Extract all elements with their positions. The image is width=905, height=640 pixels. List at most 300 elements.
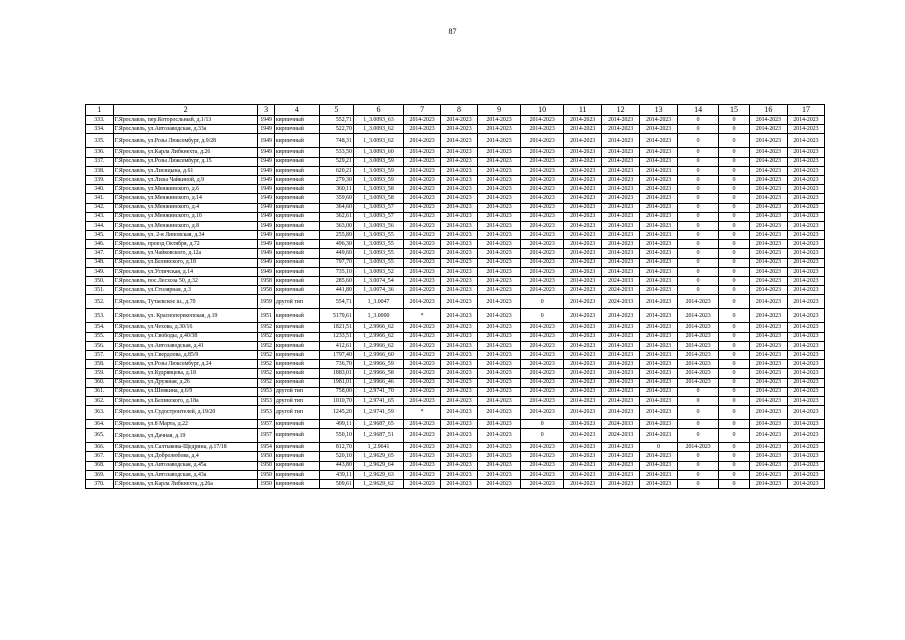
table-cell: 0 [640, 443, 678, 452]
table-cell: 2014-2023 [404, 341, 441, 350]
table-row [86, 185, 825, 194]
table-cell: кирпичный [274, 420, 319, 429]
table-cell: Г.Ярославль, ул.Чехова, д.30/16 [113, 323, 258, 332]
table-cell: 2014-2023 [404, 429, 441, 443]
table-cell: 2014-2023 [602, 387, 640, 396]
table-cell: 2014-2023 [787, 116, 824, 125]
column-header: 17 [787, 105, 824, 116]
table-cell: 357. [86, 350, 114, 359]
table-cell: кирпичный [274, 231, 319, 240]
table-cell: 354. [86, 323, 114, 332]
table-cell: 0 [719, 267, 750, 276]
table-cell: 2014-2023 [441, 461, 478, 470]
table-cell: 2014-2023 [404, 240, 441, 249]
table-cell: 2014-2023 [478, 360, 521, 369]
table-cell: кирпичный [274, 203, 319, 212]
table-cell: 2014-2023 [787, 221, 824, 230]
table-cell: 370. [86, 480, 114, 489]
table-cell: 2024-2033 [602, 277, 640, 286]
table-cell: 1_3.0093_63 [353, 116, 403, 125]
table-cell: 1952 [258, 360, 274, 369]
table-cell: 2014-2023 [640, 134, 678, 148]
table-cell: 2014-2023 [602, 378, 640, 387]
table-cell: 2014-2023 [478, 166, 521, 175]
table-cell: 2014-2023 [564, 309, 602, 323]
table-cell: 2014-2023 [640, 341, 678, 350]
table-cell: 353. [86, 309, 114, 323]
table-cell: 0 [719, 420, 750, 429]
table-cell: 2014-2023 [404, 267, 441, 276]
table-cell: 2014-2023 [787, 406, 824, 420]
table-cell: 5179,61 [320, 309, 354, 323]
table-cell: 2014-2023 [404, 116, 441, 125]
table-cell: 2014-2023 [787, 185, 824, 194]
table-cell: Г.Ярославль, ул.Чайковского, д.12а [113, 249, 258, 258]
table-cell: 2014-2023 [749, 277, 787, 286]
table-cell: 2014-2023 [441, 221, 478, 230]
table-cell: другой тип [274, 396, 319, 405]
table-cell: 2014-2023 [521, 134, 564, 148]
table-cell: 2014-2023 [521, 387, 564, 396]
table-cell: кирпичный [274, 194, 319, 203]
table-cell: 735,10 [320, 267, 354, 276]
table-cell: 0 [719, 125, 750, 134]
table-cell: кирпичный [274, 277, 319, 286]
table-cell: 1952 [258, 341, 274, 350]
table-cell: кирпичный [274, 452, 319, 461]
table-cell: 2014-2023 [564, 406, 602, 420]
table-cell: 1_3.0093_59 [353, 166, 403, 175]
table-cell: 0 [719, 387, 750, 396]
table-cell: 1958 [258, 277, 274, 286]
table-cell: Г.Ярославль, пос.Лесхоза 50, д.32 [113, 277, 258, 286]
table-cell: 2014-2023 [749, 240, 787, 249]
table-cell: 0 [678, 286, 719, 295]
table-cell: 1949 [258, 166, 274, 175]
table-cell: 2014-2023 [521, 175, 564, 184]
table-cell: 2014-2023 [441, 378, 478, 387]
column-header: 11 [564, 105, 602, 116]
table-cell: 2014-2023 [441, 420, 478, 429]
table-cell: 2014-2023 [521, 443, 564, 452]
column-header: 16 [749, 105, 787, 116]
table-cell: 2014-2023 [640, 157, 678, 166]
table-cell: 1_2.9629_65 [353, 452, 403, 461]
table-cell: 2014-2023 [404, 378, 441, 387]
table-cell: 2014-2023 [441, 406, 478, 420]
table-cell: 0 [678, 470, 719, 479]
table-row [86, 406, 825, 420]
table-cell: Г.Ярославль, ул.Добролюбова, д.4 [113, 452, 258, 461]
table-cell: 2014-2023 [404, 125, 441, 134]
table-cell: 2014-2023 [521, 461, 564, 470]
table-cell: кирпичный [274, 212, 319, 221]
table-cell: 2014-2023 [787, 461, 824, 470]
table-cell: 1_2.9966_62 [353, 332, 403, 341]
table-cell: 1952 [258, 323, 274, 332]
table-cell: кирпичный [274, 443, 319, 452]
table-cell: 2014-2023 [640, 461, 678, 470]
table-cell: 2014-2023 [602, 470, 640, 479]
table-row [86, 295, 825, 309]
table-row [86, 157, 825, 166]
table-cell: 758,00 [320, 387, 354, 396]
table-cell: 360,11 [320, 185, 354, 194]
table-cell: 2014-2023 [404, 258, 441, 267]
table-cell: 1_3.0093_55 [353, 258, 403, 267]
table-cell: 439,11 [320, 470, 354, 479]
table-cell: 2014-2023 [564, 350, 602, 359]
table-cell: 1233,51 [320, 332, 354, 341]
table-cell: 2014-2023 [787, 258, 824, 267]
table-cell: Г.Ярославль, ул.Карла Либкнехта, д.26а [113, 480, 258, 489]
table-cell: 2014-2023 [787, 203, 824, 212]
table-cell: 2014-2023 [564, 443, 602, 452]
table-cell: кирпичный [274, 360, 319, 369]
table-cell: 2014-2023 [749, 360, 787, 369]
table-cell: 2014-2023 [521, 406, 564, 420]
table-cell: 2014-2023 [478, 148, 521, 157]
table-cell: 356. [86, 341, 114, 350]
table-cell: кирпичный [274, 332, 319, 341]
table-cell: 2014-2023 [787, 267, 824, 276]
table-cell: Г.Ярославль, ул.Угличская, д.14 [113, 267, 258, 276]
table-cell: 1953 [258, 406, 274, 420]
table-cell: 1_3.0000 [353, 309, 403, 323]
table-cell: 336. [86, 148, 114, 157]
table-cell: 2014-2023 [478, 420, 521, 429]
table-cell: 2014-2023 [749, 323, 787, 332]
table-cell: 2014-2023 [521, 378, 564, 387]
table-cell: 2014-2023 [787, 125, 824, 134]
table-cell: 2014-2023 [640, 309, 678, 323]
table-cell: 2014-2023 [441, 258, 478, 267]
table-cell: 1_3.0093_60 [353, 148, 403, 157]
table-cell: 0 [719, 461, 750, 470]
table-cell: 1_3.0047 [353, 295, 403, 309]
column-header: 13 [640, 105, 678, 116]
table-cell: 345. [86, 231, 114, 240]
table-cell: 0 [678, 166, 719, 175]
table-cell: 2014-2023 [478, 396, 521, 405]
table-cell: 0 [678, 231, 719, 240]
table-cell: 2014-2023 [602, 332, 640, 341]
table-cell: 1952 [258, 378, 274, 387]
table-cell: 363. [86, 406, 114, 420]
table-cell: 0 [719, 134, 750, 148]
table-cell: 339. [86, 175, 114, 184]
table-cell: Г.Ярославль, Тутаевское ш., д.70 [113, 295, 258, 309]
table-row [86, 134, 825, 148]
table-cell: Г.Ярославль, ул.Розы Люксембург, д.15 [113, 157, 258, 166]
table-cell: 2014-2023 [404, 360, 441, 369]
table-cell: 2014-2023 [404, 461, 441, 470]
table-cell: 1_2.9641 [353, 443, 403, 452]
table-cell: 2014-2023 [602, 396, 640, 405]
table-cell: 2014-2023 [640, 240, 678, 249]
table-cell: 2014-2023 [602, 166, 640, 175]
table-cell: 2014-2023 [404, 396, 441, 405]
table-cell: 2014-2023 [749, 258, 787, 267]
table-cell: 2014-2023 [602, 231, 640, 240]
table-cell: 2014-2023 [749, 221, 787, 230]
table-cell: 0 [719, 378, 750, 387]
table-cell: 1821,51 [320, 323, 354, 332]
table-cell: 2014-2023 [787, 175, 824, 184]
table-cell: 2014-2023 [787, 341, 824, 350]
table-cell: 1_3.0093_55 [353, 231, 403, 240]
table-cell: 2014-2023 [564, 203, 602, 212]
table-cell: 2014-2023 [602, 350, 640, 359]
table-cell: 2014-2023 [478, 295, 521, 309]
table-cell: 2014-2023 [749, 309, 787, 323]
table-cell: 2014-2023 [521, 350, 564, 359]
table-cell: 2014-2023 [404, 323, 441, 332]
table-cell: 0 [678, 194, 719, 203]
table-cell: 2014-2023 [749, 175, 787, 184]
table-cell: 0 [719, 240, 750, 249]
table-cell: 2014-2023 [602, 157, 640, 166]
table-cell: 0 [719, 175, 750, 184]
table-cell: 1_2.9629_63 [353, 470, 403, 479]
table-cell: 2014-2023 [564, 341, 602, 350]
table-cell: 2014-2023 [564, 231, 602, 240]
column-header: 4 [274, 105, 319, 116]
table-cell: 2014-2023 [678, 443, 719, 452]
table-cell: 342. [86, 203, 114, 212]
table-cell: 1_2.9687_65 [353, 420, 403, 429]
table-cell: 351. [86, 286, 114, 295]
table-cell: 0 [719, 480, 750, 489]
table-cell: 0 [719, 157, 750, 166]
table-cell: 1_2.9629_62 [353, 480, 403, 489]
table-row [86, 480, 825, 489]
table-cell: 2014-2023 [441, 267, 478, 276]
table-cell: 2014-2023 [441, 369, 478, 378]
table-cell: кирпичный [274, 148, 319, 157]
table-cell: 2014-2023 [564, 116, 602, 125]
table-cell: Г.Ярославль, ул.Столярная, д.3 [113, 286, 258, 295]
table-cell: Г.Ярославль, ул.Менжинского, д.14 [113, 194, 258, 203]
table-cell: 340. [86, 185, 114, 194]
table-cell: 2024-2033 [602, 295, 640, 309]
table-cell: кирпичный [274, 240, 319, 249]
table-cell: 2014-2023 [564, 480, 602, 489]
table-row [86, 148, 825, 157]
table-cell: 2014-2023 [640, 175, 678, 184]
table-cell: 2014-2023 [521, 396, 564, 405]
table-cell: 2014-2023 [640, 148, 678, 157]
table-cell: Г.Ярославль, ул.Автозаводская, д.33а [113, 125, 258, 134]
table-cell: 2014-2023 [564, 461, 602, 470]
table-cell: 2014-2023 [678, 332, 719, 341]
table-cell: * [404, 406, 441, 420]
table-cell: 2014-2023 [602, 461, 640, 470]
column-header: 8 [441, 105, 478, 116]
table-cell: 2014-2023 [441, 194, 478, 203]
table-cell: 2014-2023 [787, 309, 824, 323]
column-header: 12 [602, 105, 640, 116]
table-cell: 2014-2023 [441, 175, 478, 184]
table-cell: 2014-2023 [640, 286, 678, 295]
table-cell: 2014-2023 [441, 277, 478, 286]
table-cell: 2014-2023 [441, 240, 478, 249]
table-cell: 2014-2023 [521, 369, 564, 378]
table-cell: 352. [86, 295, 114, 309]
table-cell: 2014-2023 [749, 134, 787, 148]
table-cell: 2014-2023 [678, 369, 719, 378]
table-cell: 2014-2023 [640, 267, 678, 276]
table-cell: 2014-2023 [749, 194, 787, 203]
table-cell: 2014-2023 [749, 480, 787, 489]
table-cell: 2014-2023 [749, 148, 787, 157]
column-header: 10 [521, 105, 564, 116]
table-cell: 1949 [258, 240, 274, 249]
table-cell: 361. [86, 387, 114, 396]
table-cell: 2014-2023 [602, 240, 640, 249]
table-cell: 0 [678, 221, 719, 230]
table-cell: 360. [86, 378, 114, 387]
table-cell: 2014-2023 [521, 240, 564, 249]
table-cell: Г.Ярославль, ул.Шевкина, д.6/9 [113, 387, 258, 396]
table-cell: 1_2.9966_46 [353, 378, 403, 387]
table-cell: 443,80 [320, 461, 354, 470]
table-cell: 2014-2023 [787, 429, 824, 443]
table-cell: 1949 [258, 249, 274, 258]
table-cell: 2014-2023 [441, 429, 478, 443]
table-cell: 1953 [258, 387, 274, 396]
table-cell: 364. [86, 420, 114, 429]
table-cell: 522,70 [320, 125, 354, 134]
table-cell: 2014-2023 [564, 470, 602, 479]
table-cell: 0 [678, 277, 719, 286]
table-cell: 2014-2023 [602, 258, 640, 267]
table-cell: 2014-2023 [749, 350, 787, 359]
table-cell: 0 [678, 480, 719, 489]
table-cell: 0 [719, 396, 750, 405]
column-header: 14 [678, 105, 719, 116]
table-cell: 2014-2023 [640, 258, 678, 267]
table-row [86, 429, 825, 443]
table-cell: 2014-2023 [521, 249, 564, 258]
table-row [86, 175, 825, 184]
table-row [86, 203, 825, 212]
table-cell: 2014-2023 [404, 148, 441, 157]
table-cell: 0 [719, 295, 750, 309]
table-cell: Г.Ярославль, ул.Автозаводская, д.43а [113, 470, 258, 479]
table-cell: 2014-2023 [404, 277, 441, 286]
table-cell: 552,71 [320, 116, 354, 125]
table-cell: 2014-2023 [602, 203, 640, 212]
table-cell: 0 [678, 258, 719, 267]
table-cell: 1952 [258, 332, 274, 341]
table-cell: 2014-2023 [441, 480, 478, 489]
table-row [86, 470, 825, 479]
table-cell: 2014-2023 [640, 470, 678, 479]
table-cell: 2014-2023 [441, 452, 478, 461]
table-cell: 358. [86, 360, 114, 369]
table-cell: 2014-2023 [602, 360, 640, 369]
table-cell: 2014-2023 [602, 221, 640, 230]
table-cell: 1950 [258, 461, 274, 470]
table-cell: 2014-2023 [478, 286, 521, 295]
table-cell: 748,31 [320, 134, 354, 148]
table-row [86, 378, 825, 387]
table-cell: 2014-2023 [602, 148, 640, 157]
table-cell: 2014-2023 [602, 443, 640, 452]
table-cell: 2014-2023 [521, 231, 564, 240]
table-cell: 2014-2023 [441, 470, 478, 479]
table-cell: 2014-2023 [749, 166, 787, 175]
table-cell: 2014-2023 [564, 134, 602, 148]
table-cell: 2014-2023 [564, 148, 602, 157]
table-cell: 279,30 [320, 175, 354, 184]
table-cell: 1949 [258, 212, 274, 221]
table-cell: 0 [678, 157, 719, 166]
table-cell: Г.Ярославль, ул.Автозаводская, д.45а [113, 461, 258, 470]
table-cell: 2014-2023 [640, 406, 678, 420]
table-cell: 2014-2023 [478, 194, 521, 203]
table-cell: кирпичный [274, 134, 319, 148]
table-cell: 2014-2023 [640, 378, 678, 387]
table-cell: 2014-2023 [441, 286, 478, 295]
table-cell: 1_2.9741_59 [353, 406, 403, 420]
table-cell: 365. [86, 429, 114, 443]
table-cell: 1950 [258, 470, 274, 479]
table-cell: 441,80 [320, 286, 354, 295]
table-cell: 2014-2023 [441, 249, 478, 258]
table-cell: 1949 [258, 116, 274, 125]
table-cell: 2014-2023 [787, 332, 824, 341]
table-cell: кирпичный [274, 480, 319, 489]
table-cell: 2014-2023 [521, 203, 564, 212]
table-cell: 620,21 [320, 166, 354, 175]
table-cell: 2024-2033 [602, 286, 640, 295]
table-cell: 2014-2023 [404, 387, 441, 396]
table-cell: 1949 [258, 258, 274, 267]
table-cell: 2014-2023 [602, 309, 640, 323]
table-cell: 2014-2023 [404, 194, 441, 203]
table-cell: 2014-2023 [441, 387, 478, 396]
table-cell: 2014-2023 [478, 175, 521, 184]
column-header: 3 [258, 105, 274, 116]
table-row [86, 240, 825, 249]
table-cell: кирпичный [274, 157, 319, 166]
table-cell: 0 [678, 212, 719, 221]
table-row [86, 277, 825, 286]
table-row [86, 452, 825, 461]
table-cell: 0 [719, 185, 750, 194]
table-cell: 1_3.0093_62 [353, 134, 403, 148]
table-cell: 2014-2023 [564, 429, 602, 443]
table-cell: 2014-2023 [787, 194, 824, 203]
table-row [86, 267, 825, 276]
table-cell: 2014-2023 [640, 203, 678, 212]
table-cell: 2014-2023 [749, 231, 787, 240]
table-cell: 2014-2023 [521, 286, 564, 295]
table-row [86, 258, 825, 267]
table-cell: 2014-2023 [640, 420, 678, 429]
table-cell: другой тип [274, 387, 319, 396]
table-cell: 2014-2023 [602, 323, 640, 332]
table-cell: Г.Ярославль, ул.Свердлова, д.85/9 [113, 350, 258, 359]
table-cell: 2014-2023 [564, 332, 602, 341]
table-cell: 2014-2023 [404, 286, 441, 295]
table-cell: 2014-2023 [787, 396, 824, 405]
table-cell: 2014-2023 [787, 212, 824, 221]
table-cell: 1949 [258, 194, 274, 203]
table-cell: 1_2.9741_70 [353, 387, 403, 396]
